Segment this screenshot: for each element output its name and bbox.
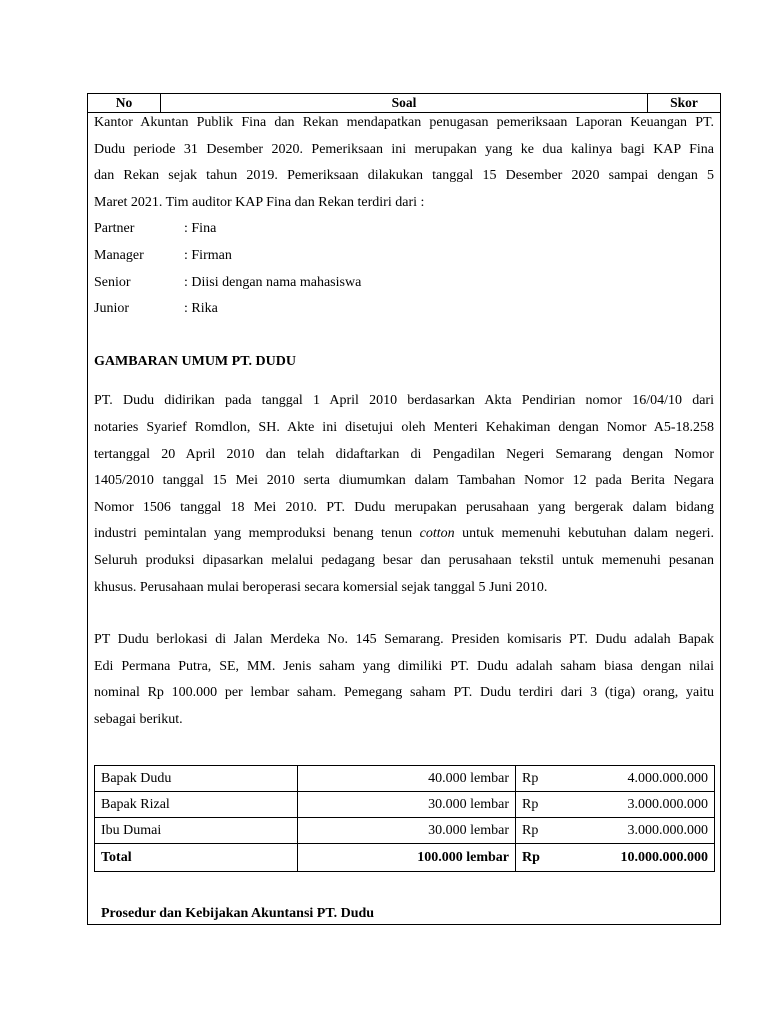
paragraph-line: PT Dudu berlokasi di Jalan Merdeka No. 145 Semarang. Presiden komisaris PT. Dudu adalah Bapak bbox=[94, 632, 714, 648]
paragraph-line: khusus. Perusahaan mulai beroperasi secara komersial sejak tanggal 5 Juni 2010. bbox=[94, 579, 548, 595]
header-no: No bbox=[88, 94, 161, 112]
total-label: Total bbox=[95, 844, 298, 872]
paragraph-line: Nomor 1506 tanggal 18 Mei 2010. PT. Dudu merupakan perusahaan yang bergerak dalam bidang bbox=[94, 499, 714, 515]
paragraph-line: 1405/2010 tanggal 15 Mei 2010 serta diumumkan dalam Tambahan Nomor 12 pada Berita Negara bbox=[94, 473, 714, 489]
table-row bbox=[95, 792, 715, 818]
paragraph-line: sebagai berikut. bbox=[94, 711, 183, 727]
intro-line: Dudu periode 31 Desember 2020. Pemeriksaan ini merupakan yang ke dua kalinya bagi KAP Fina bbox=[94, 141, 714, 157]
team-value: : Diisi dengan nama mahasiswa bbox=[184, 274, 362, 290]
intro-line: Kantor Akuntan Publik Fina dan Rekan mendapatkan penugasan pemeriksaan Laporan Keuangan PT. bbox=[94, 115, 714, 130]
total-row bbox=[95, 844, 715, 872]
intro-line: dan Rekan sejak tahun 2019. Pemeriksaan dilakukan tanggal 15 Desember 2020 sampai dengan 5 bbox=[94, 168, 714, 184]
team-role: Partner bbox=[94, 221, 135, 237]
paragraph-line: PT. Dudu didirikan pada tanggal 1 April 2010 berdasarkan Akta Pendirian nomor 16/04/10 dari bbox=[94, 393, 714, 409]
team-role: Senior bbox=[94, 274, 131, 290]
intro-paragraph bbox=[94, 110, 714, 216]
team-value: : Firman bbox=[184, 247, 232, 263]
text-run: industri pemintalan yang memproduksi benang tenun bbox=[94, 526, 420, 542]
shareholder-name: Bapak Rizal bbox=[95, 792, 298, 818]
paragraph-line: nominal Rp 100.000 per lembar saham. Pemegang saham PT. Dudu terdiri dari 3 (tiga) orang, yaitu bbox=[94, 685, 714, 701]
currency-label: Rp bbox=[516, 792, 559, 818]
shareholder-name: Bapak Dudu bbox=[95, 766, 298, 792]
paragraph-line: Edi Permana Putra, SE, MM. Jenis saham yang dimiliki PT. Dudu adalah saham biasa dengan nilai bbox=[94, 658, 714, 674]
shareholder-amount: 3.000.000.000 bbox=[558, 792, 715, 818]
header-skor: Skor bbox=[670, 95, 698, 110]
table-row bbox=[95, 818, 715, 844]
team-row-partner bbox=[94, 216, 714, 243]
paragraph-line: notaries Syarief Romdlon, SH. Akte ini disetujui oleh Menteri Kehakiman dengan Nomor A5-18.258 bbox=[94, 419, 714, 435]
shareholder-name: Ibu Dumai bbox=[95, 818, 298, 844]
question-body bbox=[94, 110, 714, 733]
shareholder-shares: 30.000 lembar bbox=[298, 818, 516, 844]
text-run: untuk memenuhi kebutuhan dalam negeri. bbox=[454, 526, 715, 542]
team-value: : Fina bbox=[184, 221, 217, 237]
total-amount: 10.000.000.000 bbox=[558, 844, 715, 872]
shareholder-shares: 40.000 lembar bbox=[298, 766, 516, 792]
paragraph-line: tertanggal 20 April 2010 dan telah didaftarkan di Pengadilan Negeri Semarang dengan Nomor bbox=[94, 446, 714, 462]
shareholder-amount: 4.000.000.000 bbox=[558, 766, 715, 792]
team-role: Junior bbox=[94, 301, 129, 317]
intro-line: Maret 2021. Tim auditor KAP Fina dan Rekan terdiri dari : bbox=[94, 194, 425, 210]
team-row-manager bbox=[94, 243, 714, 270]
paragraph-line bbox=[94, 521, 714, 548]
team-value: : Rika bbox=[184, 301, 218, 317]
paragraph-line: Seluruh produksi dipasarkan melalui pedagang besar dan perusahaan tekstil untuk memenuhi pesanan bbox=[94, 552, 714, 568]
team-row-junior bbox=[94, 296, 714, 323]
total-shares: 100.000 lembar bbox=[298, 844, 516, 872]
section-title-prosedur: Prosedur dan Kebijakan Akuntansi PT. Dudu bbox=[101, 906, 375, 921]
shareholder-amount: 3.000.000.000 bbox=[558, 818, 715, 844]
company-overview-paragraph bbox=[94, 388, 714, 601]
team-row-senior bbox=[94, 270, 714, 297]
shareholder-shares: 30.000 lembar bbox=[298, 792, 516, 818]
currency-label: Rp bbox=[516, 766, 559, 792]
italic-term: cotton bbox=[419, 526, 455, 542]
location-shareholder-paragraph bbox=[94, 627, 714, 733]
team-role: Manager bbox=[94, 247, 144, 263]
currency-label: Rp bbox=[516, 818, 559, 844]
table-row bbox=[95, 766, 715, 792]
header-soal: Soal bbox=[161, 94, 648, 112]
section-title-gambaran-umum: GAMBARAN UMUM PT. DUDU bbox=[94, 353, 296, 369]
currency-label: Rp bbox=[516, 844, 559, 872]
shareholder-table bbox=[94, 765, 715, 872]
